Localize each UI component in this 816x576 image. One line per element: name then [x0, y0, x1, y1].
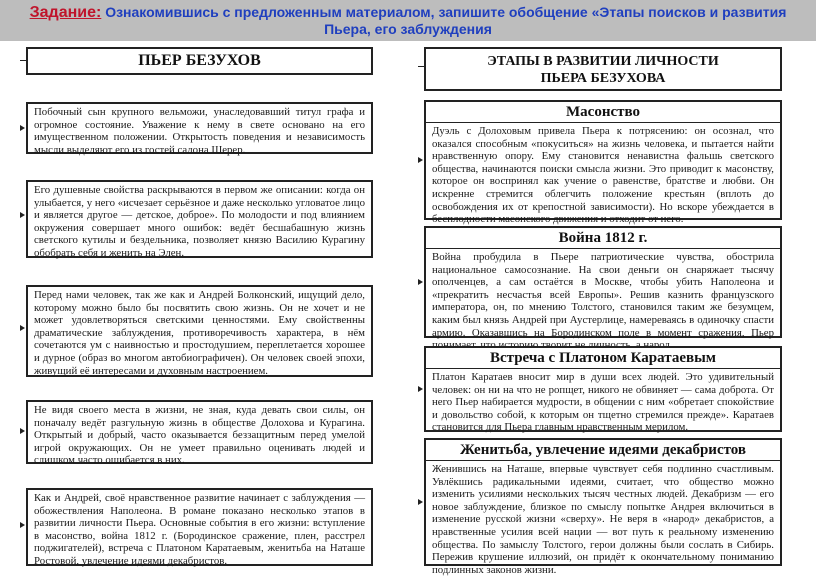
arrow-left-3 — [20, 325, 25, 331]
stage-war-1812-title: Война 1812 г. — [426, 228, 780, 249]
stage-karataev-title: Встреча с Платоном Каратаевым — [426, 348, 780, 369]
right-title-connector — [418, 66, 424, 67]
arrow-left-1 — [20, 125, 25, 131]
task-label: Задание: — [29, 4, 102, 21]
pierre-block-4 — [26, 400, 373, 467]
task-text: Ознакомившись с предложенным материалом, запишите обобщение «Этапы поисков и развития Пьера, его заблуждения — [101, 4, 787, 37]
pierre-block-2 — [26, 180, 373, 258]
stage-marriage-text: Женившись на Наташе, впервые чувствует себя подлинно счастливым. Увлёкшись радикальными идеями, считает, что общество можно изменить усилиями нескольких тысяч честных людей. Декабризм — его новое заблуждение, близкое по смыслу попытке Андрея включиться в изменение русской жизни «сверху». Не веря в «народ» декабристов, а нравственные усилия всей нации — вот путь к реальному изменению общества. По замыслу Толстого, герои должны были сослать в Сибирь. Пережив крушение иллюзий, он придёт к окончательному пониманию подлинных законов жизни. — [432, 463, 774, 576]
stage-marriage-title: Женитьба, увлечение идеями декабристов — [426, 440, 780, 461]
stage-karataev-text: Платон Каратаев вносит мир в души всех людей. Это удивительный человек: он ни на что не ропщет, никого не обвиняет — сама доброта. От него Пьер набирается мудрости, в общении с ним «обретает спокойствие и довольство собой, к которым он тщетно стремился прежде». Каратаев становится для Пьера главным нравственным мерилом. — [432, 371, 774, 434]
right-title-line-2: ПЬЕРА БЕЗУХОВА — [540, 71, 666, 86]
stage-masonry-title: Масонство — [426, 102, 780, 123]
stage-masonry-text: Дуэль с Долоховым привела Пьера к потрясению: он осознал, что оказался способным «покуситься» на жизнь человека, и пытается найти нравственную опору. Ему становится ненавистна фальшь светского общества, начинаются поиски смысла жизни. Это приводит к масонству, которое он воспринял как учение о равенстве, братстве и любви. Он искренне стремится облегчить положение крестьян (вплоть до освобождения их от крепостной зависимости). Но вскоре убеждается в бесплодности масонского движения и отходит от него. — [432, 125, 774, 226]
pierre-block-5 — [26, 488, 373, 566]
task-banner — [0, 0, 816, 41]
pierre-block-5-text: Как и Андрей, своё нравственное развитие начинает с заблуждения — обожествления Наполеона. В романе показано несколько этапов в развитии личности Пьера. Основные события в его жизни: вступление в масонство, война 1812 г. (Бородинское сражение, плен, расстрел поджигателей), встреча с Платоном Каратаевым, женитьба на Наташе Ростовой, увлечение идеями декабристов. — [34, 492, 365, 567]
arrow-left-5 — [20, 522, 25, 528]
arrow-right-2 — [418, 279, 423, 285]
right-title-line-1: ЭТАПЫ В РАЗВИТИИ ЛИЧНОСТИ — [487, 54, 719, 69]
pierre-block-1-text: Побочный сын крупного вельможи, унаследовавший титул графа и огромное состояние. Уважение к нему в свете основано на его имущественном положении. Открытость поведения и независимость мысли выделяют его из гостей салона Шерер. — [34, 106, 365, 156]
stage-masonry — [424, 100, 782, 226]
arrow-right-4 — [418, 499, 423, 505]
stage-karataev — [424, 346, 782, 432]
arrow-right-1 — [418, 157, 423, 163]
pierre-block-2-text: Его душевные свойства раскрываются в первом же описании: когда он улыбается, у него «исчезает серьёзное и даже несколько угловатое лицо и является другое — детское, доброе». По молодости и под влиянием окружения совершает много ошибок: ведёт бесшабашную жизнь светского кутилы и бездельника, позволяет князю Василию Курагину обобрать себя и женить на Элен. — [34, 184, 365, 259]
stage-war-1812-text: Война пробудила в Пьере патриотические чувства, обострила национальное самосознание. На свои деньги он снаряжает тысячу ополченцев, а сам остаётся в Москве, чтобы убить Наполеона и «прекратить несчастья всей Европы». Решив казнить французского императора, он, по мнению Толстого, становился таким же безумцем, каким был князь Андрей при Аустерлице, намереваясь в одиночку спасти армию. Оказавшись на Бородинском поле в момент сражения, Пьер — [432, 251, 774, 339]
pierre-block-4-text: Не видя своего места в жизни, не зная, куда девать свои силы, он поначалу ведёт разгульную жизнь в обществе Долохова и Курагина. Открытый и добрый, часто оказывается беззащитным перед умелой игрой окружающих. Он не умеет правильно оценивать людей и слишком часто ошибается в них. — [34, 404, 365, 467]
stage-war-1812 — [424, 226, 782, 338]
arrow-left-2 — [20, 212, 25, 218]
left-title-connector — [20, 60, 26, 61]
right-title-box — [424, 47, 782, 91]
pierre-block-3-text: Перед нами человек, так же как и Андрей Болконский, ищущий дело, которому можно было бы посвятить свою жизнь. Он не хочет и не может удовлетворяться светскими ценностями. Ему свойственны драматические заблуждения, противоречивость характера, в нём сочетаются ум с наивностью и простодушием, переплетается хорошее и дурное (образ во многом автобиографичен). Он человек своей эпохи, живущий её интересами и духовным настроением. — [34, 289, 365, 377]
arrow-right-3 — [418, 386, 423, 392]
pierre-block-1 — [26, 102, 373, 154]
arrow-left-4 — [20, 428, 25, 434]
pierre-block-3 — [26, 285, 373, 377]
left-title-box — [26, 47, 373, 75]
stage-marriage-decembrists — [424, 438, 782, 576]
left-title: ПЬЕР БЕЗУХОВ — [138, 52, 261, 69]
